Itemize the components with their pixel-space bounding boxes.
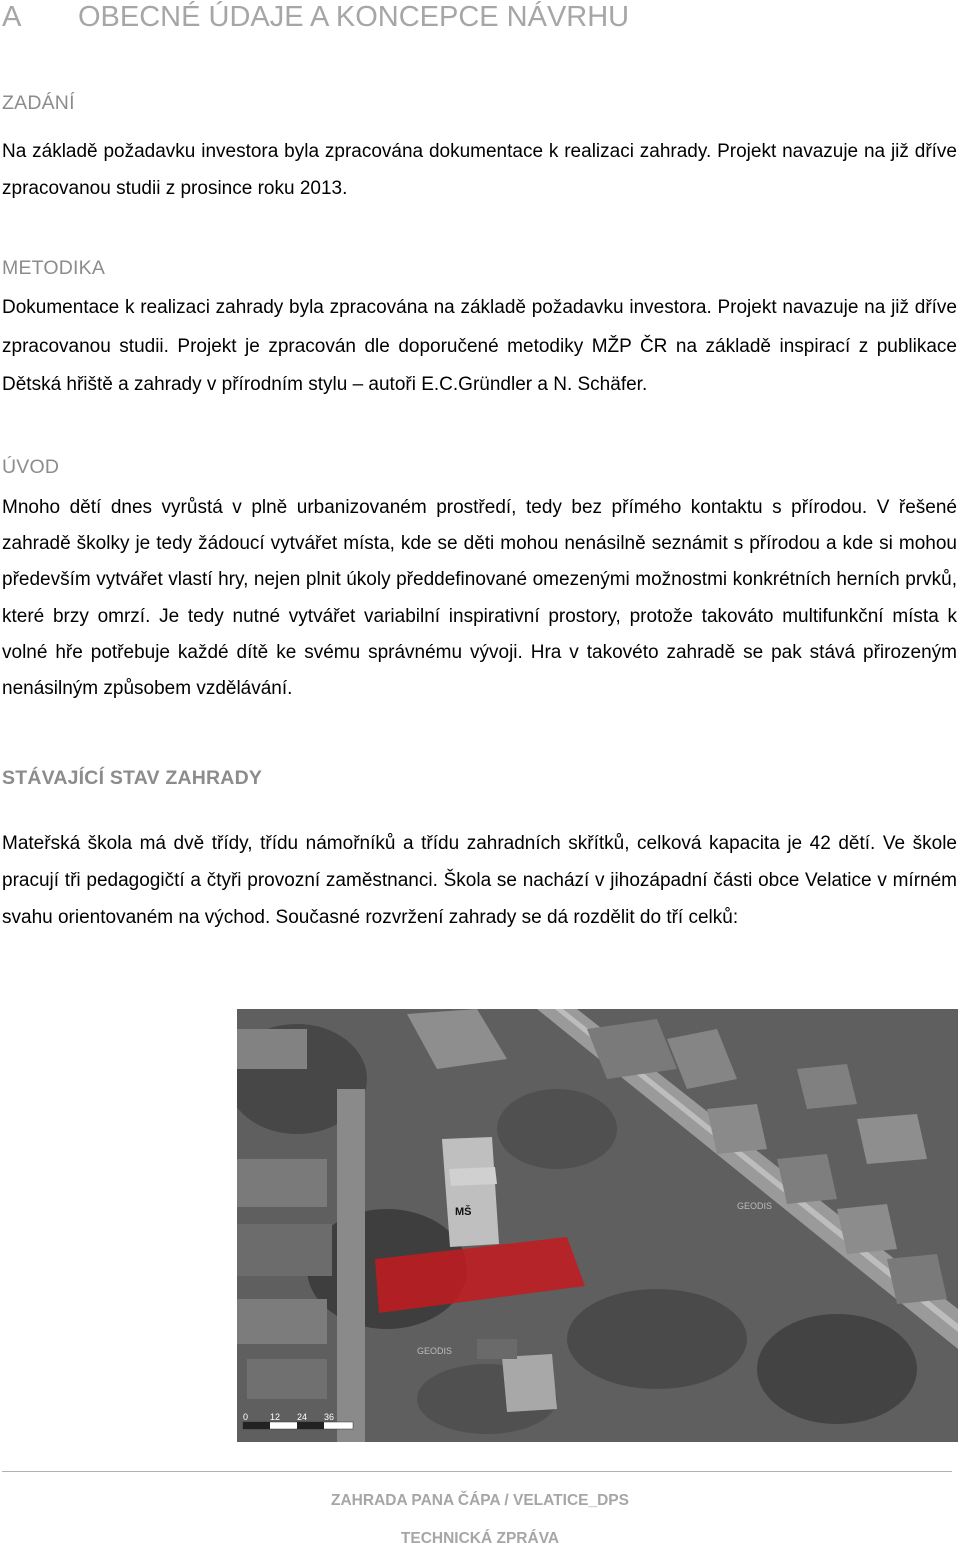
footer-document-type: TECHNICKÁ ZPRÁVA xyxy=(400,1530,560,1547)
paragraph-stav: Mateřská škola má dvě třídy, třídu námořníků a třídu zahradních skřítků, celková kapacita je 42 dětí. Ve škole pracují tři pedagogičtí a čtyři provozní zaměstnanci. Škola se nachází v jihozápadní části obce Velatice v mírném svahu orientovaném na východ. Současné rozvržení zahrady se dá rozdělit do tří celků: xyxy=(2,833,957,928)
heading-uvod: ÚVOD xyxy=(2,456,60,478)
heading-stav: STÁVAJÍCÍ STAV ZAHRADY xyxy=(2,767,263,789)
map-watermark-1: GEODIS xyxy=(417,1346,453,1356)
map-label-ms: MŠ xyxy=(455,1206,472,1218)
heading-metodika: METODIKA xyxy=(2,257,106,279)
scale-label-12: 12 xyxy=(270,1412,281,1422)
scale-label-0: 0 xyxy=(243,1412,249,1422)
paragraph-zadani: Na základě požadavku investora byla zpracována dokumentace k realizaci zahrady. Projekt navazuje na již dříve zpracovanou studii z prosince roku 2013. xyxy=(2,141,957,199)
chapter-letter: A xyxy=(2,1,22,33)
paragraph-uvod: Mnoho dětí dnes vyrůstá v plně urbanizovaném prostředí, tedy bez přímého kontaktu s přírodou. V řešené zahradě školky je tedy žádoucí vytvářet místa, kde se děti mohou nenásilně seznámit s přírodou a kde si mohou především vytvářet vlastí hry, nejen plnit úkoly předdefinované omezenými možnostmi konkrétních herních prvků, které brzy omrzí. Je tedy nutné vytvářet variabilní inspirativní prostory, protože takováto multifunkční místa k volné hře potřebuje každé dítě ke svému správnému vývoji. Hra v takovéto zahradě se pak stává přirozeným nenásilným způsobem vzdělávání. xyxy=(2,497,957,700)
paragraph-metodika: Dokumentace k realizaci zahrady byla zpracována na základě požadavku investora. Projekt navazuje na již dříve zpracovanou studii. Projekt je zpracován dle doporučené metodiky MŽP ČR na základě inspirací z publikace Dětská hřiště a zahrady v přírodním stylu – autoři E.C.Gründler a N. Schäfer. xyxy=(2,297,957,395)
scale-label-36: 36 xyxy=(324,1412,335,1422)
footer-project-name: ZAHRADA PANA ČÁPA / VELATICE_DPS xyxy=(331,1492,629,1509)
footer-divider xyxy=(2,1471,952,1472)
scale-label-24: 24 xyxy=(297,1412,308,1422)
aerial-map-image xyxy=(237,1009,958,1442)
chapter-title xyxy=(2,0,629,34)
heading-zadani: ZADÁNÍ xyxy=(2,92,75,114)
map-watermark-2: GEODIS xyxy=(737,1201,773,1211)
chapter-name: OBECNÉ ÚDAJE A KONCEPCE NÁVRHU xyxy=(78,1,630,33)
